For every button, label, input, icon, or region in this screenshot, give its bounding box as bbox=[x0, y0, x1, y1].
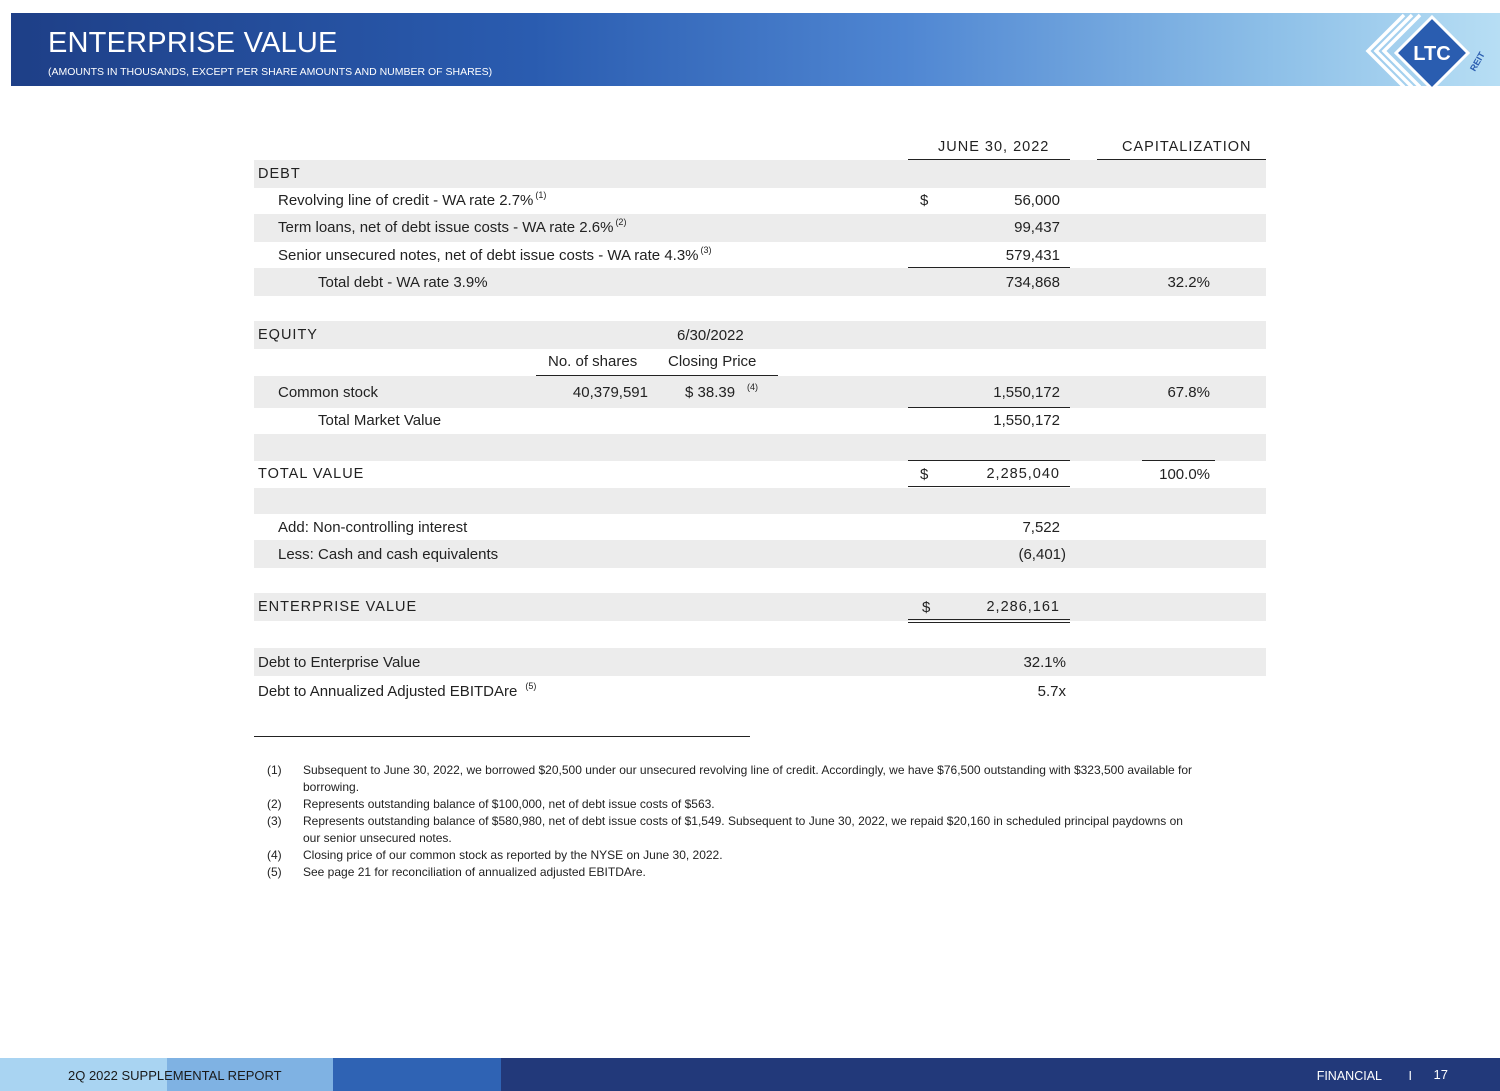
price-col-header: Closing Price bbox=[668, 353, 757, 370]
debt-to-ebitda-value: 5.7x bbox=[1037, 683, 1066, 700]
enterprise-value-label: ENTERPRISE VALUE bbox=[258, 599, 418, 615]
equity-label: EQUITY bbox=[258, 327, 318, 343]
enterprise-value-currency: $ bbox=[922, 599, 931, 616]
enterprise-value-row bbox=[254, 593, 1266, 621]
svg-text:LTC: LTC bbox=[1413, 43, 1451, 65]
total-value-row bbox=[254, 461, 1266, 487]
footer-separator: I bbox=[1408, 1069, 1412, 1083]
revolving-currency: $ bbox=[920, 192, 929, 209]
footnote-divider bbox=[254, 736, 750, 737]
debt-label: DEBT bbox=[258, 166, 301, 182]
revolving-label: Revolving line of credit - WA rate 2.7% $^{(1)}$ bbox=[278, 190, 547, 209]
revolving-row bbox=[254, 188, 1266, 214]
footnote: (4) Closing price of our common stock as reported by the NYSE on June 30, 2022. bbox=[267, 848, 723, 862]
section-name: FINANCIAL bbox=[1316, 1069, 1382, 1083]
term-loans-row bbox=[254, 214, 1266, 242]
report-name: 2Q 2022 SUPPLEMENTAL REPORT bbox=[68, 1068, 282, 1083]
total-market-label: Total Market Value bbox=[318, 412, 442, 429]
footnote: (1) Subsequent to June 30, 2022, we borrowed $20,500 under our unsecured revolving line of credit. Accordingly, we have $76,500 outstanding with $323,500 available for borrowing. bbox=[267, 763, 1193, 794]
ltc-reit-logo bbox=[1360, 13, 1500, 98]
page-header bbox=[11, 13, 1500, 86]
debt-section-row bbox=[254, 160, 1266, 188]
common-stock-shares: 40,379,591 bbox=[572, 384, 648, 401]
total-value-label: TOTAL VALUE bbox=[258, 466, 365, 482]
shares-col-header: No. of shares bbox=[548, 353, 638, 370]
debt-to-ebitda-label: Debt to Annualized Adjusted EBITDAre $^{(5)}$ bbox=[258, 681, 537, 700]
equity-date: 6/30/2022 bbox=[677, 327, 744, 344]
non-controlling-label: Add: Non-controlling interest bbox=[278, 519, 468, 536]
col-header-capitalization: CAPITALIZATION bbox=[1122, 139, 1252, 155]
svg-text:REIT: REIT bbox=[1467, 50, 1487, 73]
debt-to-ev-label: Debt to Enterprise Value bbox=[258, 654, 421, 671]
term-loans-value: 99,437 bbox=[1014, 219, 1060, 236]
senior-notes-value: 579,431 bbox=[1005, 247, 1060, 264]
revolving-value: 56,000 bbox=[1014, 192, 1060, 209]
senior-notes-label: Senior unsecured notes, net of debt issue costs - WA rate 4.3% $^{(3)}$ bbox=[278, 245, 712, 264]
total-market-row bbox=[254, 408, 1266, 434]
total-debt-value: 734,868 bbox=[1005, 274, 1060, 291]
col-header-date: JUNE 30, 2022 bbox=[938, 139, 1050, 155]
common-stock-label: Common stock bbox=[278, 384, 379, 401]
total-debt-cap: 32.2% bbox=[1167, 274, 1210, 291]
cash-value: (6,401) bbox=[1018, 546, 1066, 563]
total-debt-row bbox=[254, 268, 1266, 296]
page-number: 17 bbox=[1433, 1067, 1448, 1082]
debt-to-ebitda-row bbox=[254, 676, 1266, 704]
total-value-currency: $ bbox=[920, 466, 929, 483]
page-subtitle: (AMOUNTS IN THOUSANDS, EXCEPT PER SHARE AMOUNTS AND NUMBER OF SHARES) bbox=[48, 66, 493, 78]
page-footer bbox=[0, 1058, 1500, 1091]
footnote: (3) Represents outstanding balance of $580,980, net of debt issue costs of $1,549. Subsequent to June 30, 2022, we repaid $20,160 in scheduled principal paydowns on our senior unsecured notes. bbox=[267, 814, 1183, 845]
cash-label: Less: Cash and cash equivalents bbox=[278, 546, 499, 563]
non-controlling-row bbox=[254, 514, 1266, 540]
equity-section-row bbox=[254, 321, 1266, 349]
senior-notes-row bbox=[254, 242, 1266, 268]
non-controlling-value: 7,522 bbox=[1022, 519, 1060, 536]
total-value-cap: 100.0% bbox=[1159, 466, 1210, 483]
cash-row bbox=[254, 540, 1266, 568]
total-value-value: 2,285,040 bbox=[986, 466, 1060, 482]
footnotes bbox=[267, 762, 1197, 881]
common-stock-cap: 67.8% bbox=[1167, 384, 1210, 401]
footnote: (5) See page 21 for reconciliation of annualized adjusted EBITDAre. bbox=[267, 865, 646, 879]
spacer-row bbox=[254, 434, 1266, 461]
equity-columns-row bbox=[254, 349, 1266, 375]
common-stock-row bbox=[254, 376, 1266, 408]
common-stock-value: 1,550,172 bbox=[993, 384, 1060, 401]
term-loans-label: Term loans, net of debt issue costs - WA rate 2.6% $^{(2)}$ bbox=[278, 217, 627, 236]
debt-to-ev-value: 32.1% bbox=[1023, 654, 1066, 671]
page-title: ENTERPRISE VALUE bbox=[48, 27, 338, 59]
total-market-value: 1,550,172 bbox=[993, 412, 1060, 429]
enterprise-value-value: 2,286,161 bbox=[986, 599, 1060, 615]
footnote: (2) Represents outstanding balance of $100,000, net of debt issue costs of $563. bbox=[267, 797, 715, 811]
debt-to-ev-row bbox=[254, 648, 1266, 676]
spacer-row bbox=[254, 488, 1266, 514]
common-stock-price: $ 38.39 $^{(4)}$ bbox=[685, 382, 759, 401]
total-debt-label: Total debt - WA rate 3.9% bbox=[318, 274, 488, 291]
